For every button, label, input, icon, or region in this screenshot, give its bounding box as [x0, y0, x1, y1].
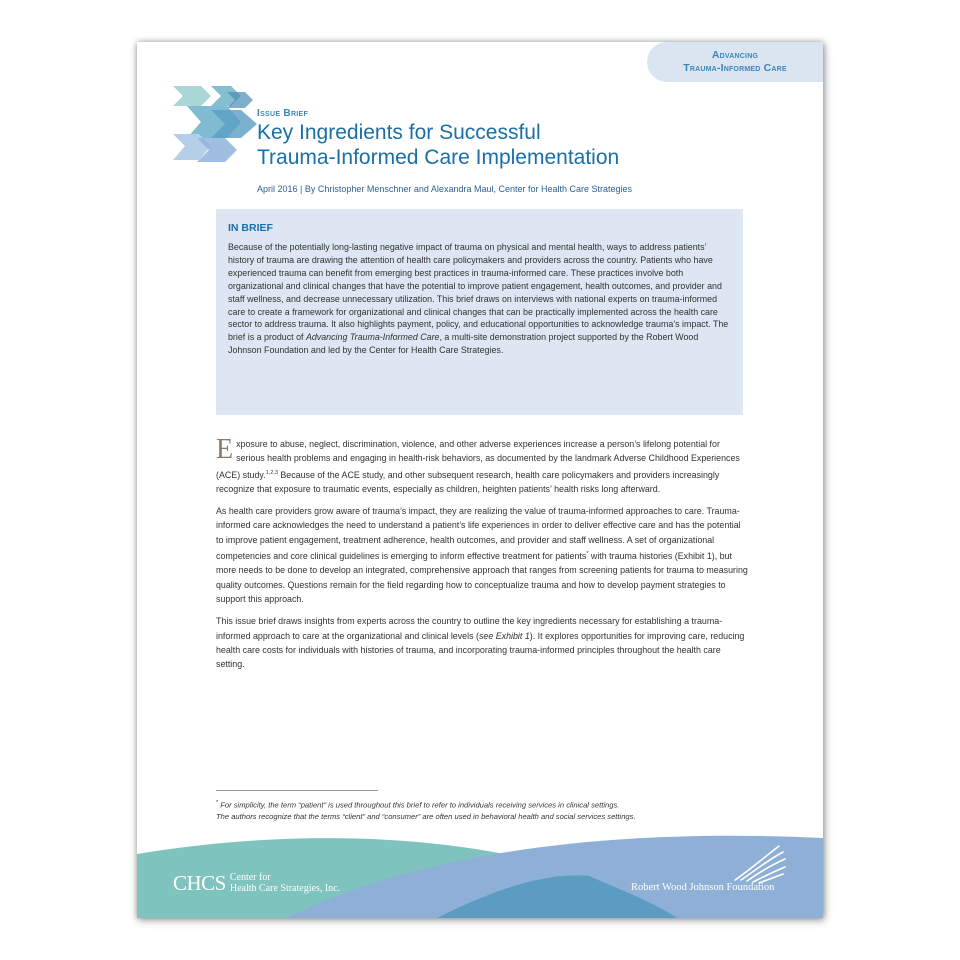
paragraph-2: [216, 504, 748, 606]
document-page: [137, 42, 823, 918]
chcs-name-line2: Health Care Strategies, Inc.: [229, 883, 341, 894]
footnote-mark: *: [216, 800, 219, 806]
chcs-logo: [173, 872, 340, 894]
footnote-line1-text: For simplicity, the term “patient” is used throughout this brief to refer to individuals receiving services in clinical settings.: [218, 800, 620, 810]
p2-text-a: As health care providers grow aware of trauma’s impact, they are realizing the value of trauma-informed approaches to care. Trauma-informed care acknowledges the need to understand a patient’s life experiences in order to deliver effective care and has the potential to improve patient engagement, treatment adherence, health outcomes, and provider and staff wellness. A set of organizational competencies and core clinical guidelines is emerging to inform effective treatment for patients: [216, 506, 741, 562]
in-brief-heading: IN BRIEF: [228, 222, 273, 234]
series-tag-line2: Trauma-Informed Care: [683, 62, 787, 74]
rwjf-logo-text: Robert Wood Johnson Foundation: [631, 882, 775, 893]
series-tag-line1: Advancing: [711, 49, 759, 61]
chcs-logo-name: [230, 872, 340, 894]
in-brief-box: [216, 209, 743, 415]
p1-text-b: Because of the ACE study, and other subsequent research, health care policymakers and providers increasingly recognize that exposure to traumatic events, especially as children, heighten patients’ health risks long afterward.: [216, 469, 720, 494]
p1-text-a: xposure to abuse, neglect, discrimination, violence, and other adverse experiences increase a person’s lifelong potential for serious health problems and engaging in health-risk behaviors, as documented by the landmark Adverse Childhood Experiences (ACE) study.: [216, 439, 740, 480]
title-line2: Trauma-Informed Care Implementation: [257, 146, 620, 169]
in-brief-text-a: Because of the potentially long-lasting negative impact of trauma on physical and mental health, ways to address patients’ history of trauma are drawing the attention of health care policymakers and providers across the country. Patients who have experienced trauma can benefit from emerging best practices in trauma-informed care. These practices involve both organizational and clinical changes that have the potential to improve patient engagement, health outcomes, and provider and staff wellness, and decrease unnecessary utilization. This brief draws on interviews with national experts on trauma-informed care to create a framework for organizational and clinical changes that can be practically implemented across the health care sector to address trauma. It also highlights payment, policy, and educational opportunities to acknowledge trauma’s impact. The brief is a product of: [228, 242, 729, 343]
series-tag: [647, 42, 823, 82]
p3-text-b: ). It explores opportunities for improving care, reducing health care costs for individuals with histories of trauma, and incorporating trauma-informed principles throughout the health care setting.: [216, 630, 745, 670]
citation-superscript: 1,2,3: [265, 469, 278, 476]
footnote-line1: [216, 798, 776, 811]
arrows-logo-icon: [171, 84, 261, 166]
byline: April 2016 | By Christopher Menschner and Alexandra Maul, Center for Health Care Strategies: [257, 184, 633, 194]
footnote-divider: [216, 790, 378, 791]
drop-cap: E: [216, 434, 234, 465]
footnote-line2: The authors recognize that the terms “client” and “consumer” are often used in behavioral health and social services settings.: [216, 812, 636, 822]
footnote: [216, 798, 776, 823]
p3-text-a: This issue brief draws insights from experts across the country to outline the key ingredients necessary for establishing a trauma-informed approach to care at the organizational and clinical levels (: [216, 616, 723, 641]
footnote-marker: *: [586, 551, 589, 558]
document-title: [257, 120, 777, 170]
p2-text-b: with trauma histories (Exhibit 1), but more needs to be done to develop an integrated, comprehensive approach that ranges from screening patients for trauma to measuring quality outcomes. Questions remain for the field regarding how to conceptualize trauma and how to develop payment strategies to support this approach.: [216, 551, 748, 604]
p3-exhibit-ref: see Exhibit 1: [478, 630, 530, 641]
chcs-logo-mark: CHCS: [173, 871, 226, 895]
in-brief-text: [228, 241, 731, 357]
chcs-name-line1: Center for: [229, 872, 271, 883]
in-brief-text-b: , a multi-site demonstration project supported by the Robert Wood Johnson Foundation and led by the Center for Health Care Strategies.: [228, 332, 699, 356]
title-line1: Key Ingredients for Successful: [257, 121, 541, 144]
issue-brief-label: Issue Brief: [257, 108, 309, 119]
rwjf-bird-icon: [727, 842, 787, 884]
body-text: [216, 434, 748, 679]
paragraph-1: [216, 434, 748, 496]
in-brief-project-name: Advancing Trauma-Informed Care: [305, 332, 440, 343]
paragraph-3: [216, 614, 748, 671]
